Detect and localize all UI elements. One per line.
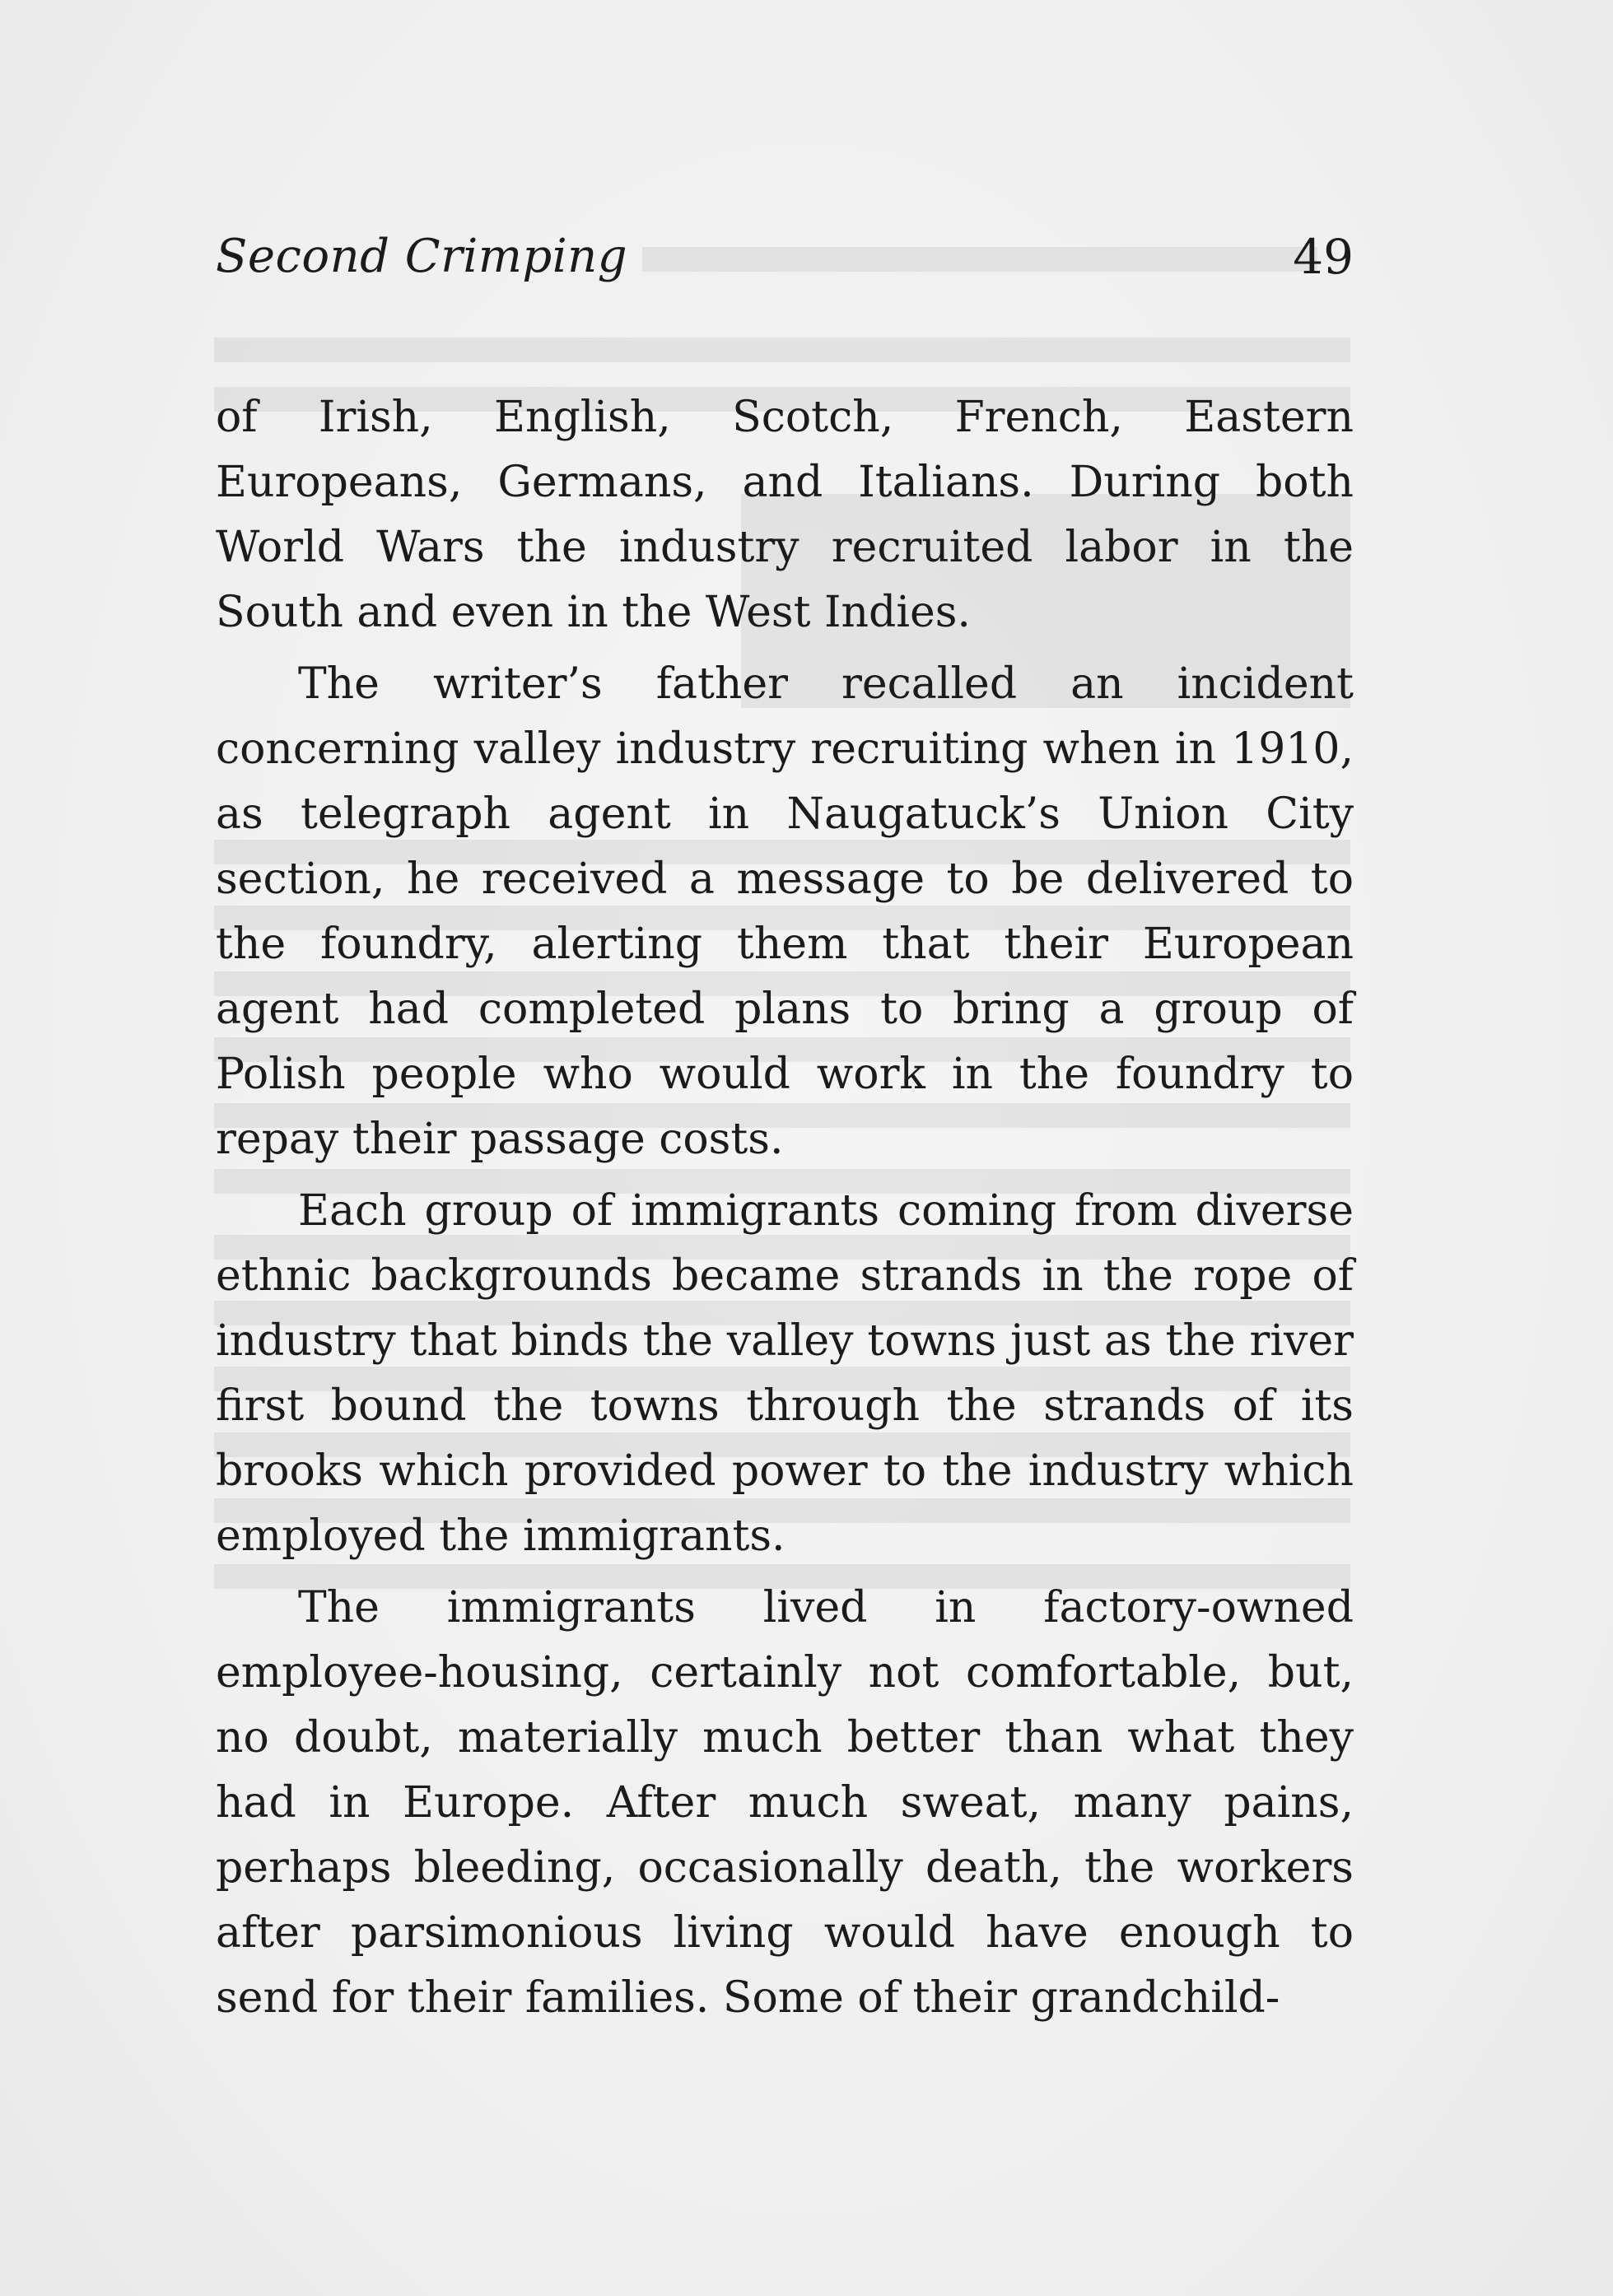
paragraph-3: Each group of immigrants coming from diverse ethnic backgrounds became strands in the rope of industry that binds the valley towns just as the river first bound the towns through the strands of its brooks which provided power to the industry which employed the immigrants. (216, 1186, 1354, 1561)
body-text (216, 385, 1354, 2031)
page-header (216, 224, 1354, 290)
paragraph-4: The immigrants lived in factory-owned employee-housing, certainly not comfortable, but, no doubt, materially much better than what they had in Europe. After much sweat, many pains, perhaps bleeding, occasionally death, the workers after parsimonious living would have enough to send for their families. Some of their grandchild- (216, 1583, 1354, 2023)
paragraph-1: of Irish, English, Scotch, French, Eastern Europeans, Germans, and Italians. During both World Wars the industry recruited labor in the South and even in the West Indies. (216, 393, 1354, 637)
paragraph-2: The writer’s father recalled an incident concerning valley industry recruiting when in 1910, as telegraph agent in Naugatuck’s Union City section, he received a message to be delivered to the foundry, alerting them that their European agent had completed plans to bring a group of Polish people who would work in the foundry to repay their passage costs. (216, 659, 1354, 1164)
running-head: Second Crimping (216, 230, 628, 283)
page-number: 49 (1293, 229, 1354, 285)
